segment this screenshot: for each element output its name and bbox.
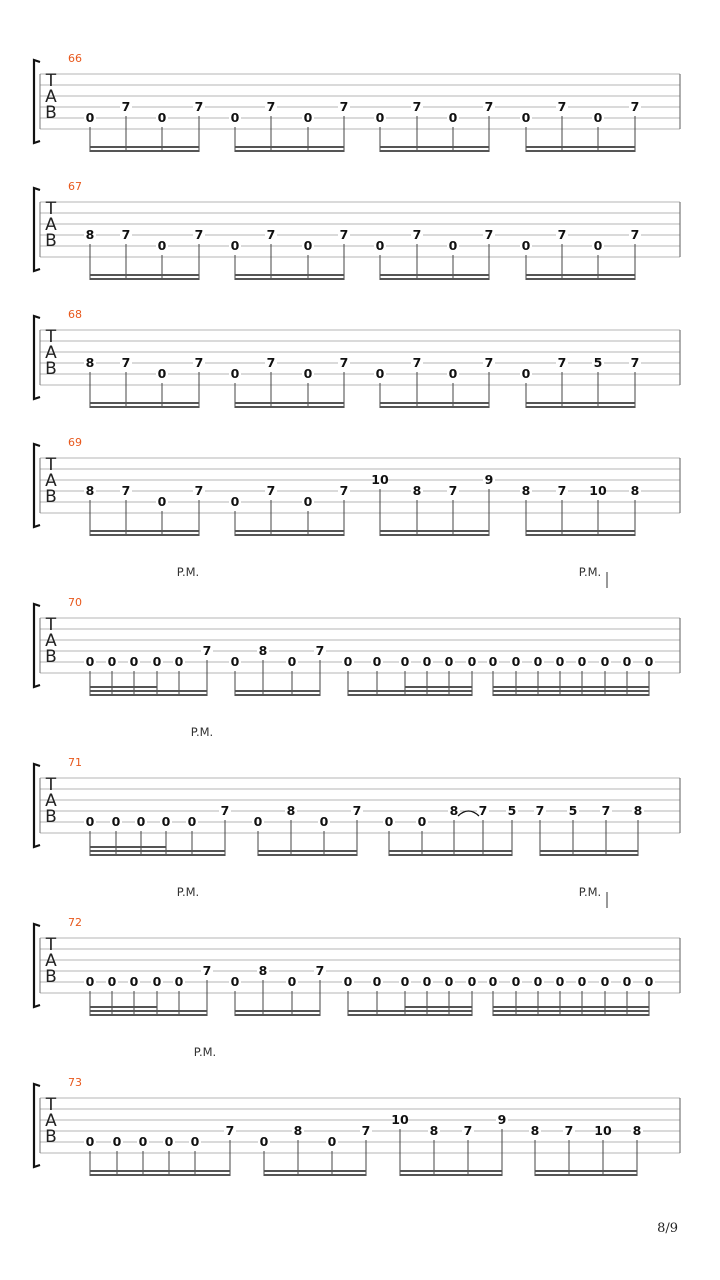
fret-number: 0 bbox=[343, 974, 353, 989]
fret-number: 7 bbox=[361, 1123, 371, 1138]
fret-number: 10 bbox=[371, 472, 389, 487]
tab-clef-letter: B bbox=[45, 1127, 57, 1147]
fret-number: 0 bbox=[488, 654, 498, 669]
slur bbox=[458, 811, 479, 816]
fret-number: 0 bbox=[521, 238, 531, 253]
fret-number: 7 bbox=[484, 227, 494, 242]
fret-number: 7 bbox=[315, 963, 325, 978]
tab-clef-letter: A bbox=[45, 1111, 57, 1131]
fret-number: 7 bbox=[478, 803, 488, 818]
fret-number: 0 bbox=[111, 814, 121, 829]
system-bracket bbox=[34, 764, 40, 847]
fret-number: 0 bbox=[384, 814, 394, 829]
fret-number: 0 bbox=[287, 654, 297, 669]
fret-number: 0 bbox=[400, 654, 410, 669]
tab-clef-letter: B bbox=[45, 807, 57, 827]
fret-number: 0 bbox=[85, 814, 95, 829]
fret-number: 8 bbox=[258, 963, 268, 978]
fret-number: 0 bbox=[622, 654, 632, 669]
fret-number: 7 bbox=[630, 355, 640, 370]
tab-clef-letter: B bbox=[45, 231, 57, 251]
fret-number: 0 bbox=[190, 1134, 200, 1149]
fret-number: 7 bbox=[202, 643, 212, 658]
fret-number: 0 bbox=[417, 814, 427, 829]
palm-mute-label: P.M. bbox=[193, 1045, 217, 1059]
tab-clef-letter: T bbox=[45, 71, 57, 91]
fret-number: 0 bbox=[187, 814, 197, 829]
tab-clef-letter: A bbox=[45, 215, 57, 235]
fret-number: 0 bbox=[157, 110, 167, 125]
system-bracket bbox=[34, 604, 40, 687]
fret-number: 0 bbox=[138, 1134, 148, 1149]
measure-number: 73 bbox=[68, 1076, 82, 1089]
fret-number: 7 bbox=[194, 355, 204, 370]
fret-number: 0 bbox=[85, 1134, 95, 1149]
fret-number: 0 bbox=[372, 654, 382, 669]
fret-number: 0 bbox=[230, 238, 240, 253]
tab-clef-letter: T bbox=[45, 199, 57, 219]
fret-number: 7 bbox=[339, 99, 349, 114]
fret-number: 0 bbox=[375, 238, 385, 253]
fret-number: 0 bbox=[600, 974, 610, 989]
fret-number: 0 bbox=[85, 110, 95, 125]
system-bracket bbox=[34, 444, 40, 527]
fret-number: 0 bbox=[129, 654, 139, 669]
tab-clef-letter: B bbox=[45, 359, 57, 379]
measure-number: 71 bbox=[68, 756, 82, 769]
palm-mute-label: P.M. bbox=[578, 885, 602, 899]
fret-number: 0 bbox=[521, 366, 531, 381]
fret-number: 0 bbox=[375, 110, 385, 125]
fret-number: 0 bbox=[157, 238, 167, 253]
palm-mute-label: P.M. bbox=[176, 565, 200, 579]
fret-number: 0 bbox=[327, 1134, 337, 1149]
fret-number: 5 bbox=[568, 803, 578, 818]
fret-number: 8 bbox=[530, 1123, 540, 1138]
fret-number: 7 bbox=[352, 803, 362, 818]
fret-number: 8 bbox=[293, 1123, 303, 1138]
fret-number: 0 bbox=[467, 654, 477, 669]
measure-number: 69 bbox=[68, 436, 82, 449]
tab-clef-letter: B bbox=[45, 967, 57, 987]
fret-number: 7 bbox=[194, 227, 204, 242]
fret-number: 7 bbox=[412, 355, 422, 370]
fret-number: 0 bbox=[444, 654, 454, 669]
tab-clef-letter: B bbox=[45, 647, 57, 667]
fret-number: 5 bbox=[593, 355, 603, 370]
fret-number: 7 bbox=[412, 227, 422, 242]
fret-number: 7 bbox=[557, 99, 567, 114]
fret-number: 8 bbox=[632, 1123, 642, 1138]
fret-number: 7 bbox=[448, 483, 458, 498]
palm-mute-label: P.M. bbox=[176, 885, 200, 899]
fret-number: 0 bbox=[448, 238, 458, 253]
fret-number: 0 bbox=[259, 1134, 269, 1149]
fret-number: 8 bbox=[85, 483, 95, 498]
fret-number: 0 bbox=[303, 110, 313, 125]
fret-number: 0 bbox=[448, 366, 458, 381]
fret-number: 0 bbox=[287, 974, 297, 989]
fret-number: 7 bbox=[121, 227, 131, 242]
fret-number: 0 bbox=[164, 1134, 174, 1149]
fret-number: 0 bbox=[467, 974, 477, 989]
fret-number: 0 bbox=[511, 974, 521, 989]
fret-number: 0 bbox=[577, 654, 587, 669]
fret-number: 7 bbox=[557, 355, 567, 370]
fret-number: 0 bbox=[107, 654, 117, 669]
tab-clef-letter: T bbox=[45, 775, 57, 795]
fret-number: 0 bbox=[230, 654, 240, 669]
system-bracket bbox=[34, 316, 40, 399]
tab-clef-letter: A bbox=[45, 343, 57, 363]
fret-number: 8 bbox=[286, 803, 296, 818]
fret-number: 0 bbox=[230, 974, 240, 989]
tab-clef-letter: A bbox=[45, 791, 57, 811]
fret-number: 0 bbox=[622, 974, 632, 989]
measure-number: 66 bbox=[68, 52, 82, 65]
fret-number: 10 bbox=[391, 1112, 409, 1127]
fret-number: 8 bbox=[85, 227, 95, 242]
fret-number: 7 bbox=[202, 963, 212, 978]
fret-number: 8 bbox=[449, 803, 459, 818]
fret-number: 0 bbox=[85, 974, 95, 989]
fret-number: 0 bbox=[152, 974, 162, 989]
fret-number: 0 bbox=[375, 366, 385, 381]
fret-number: 7 bbox=[339, 227, 349, 242]
fret-number: 7 bbox=[266, 355, 276, 370]
fret-number: 7 bbox=[315, 643, 325, 658]
fret-number: 0 bbox=[230, 366, 240, 381]
fret-number: 0 bbox=[372, 974, 382, 989]
tab-clef-letter: T bbox=[45, 1095, 57, 1115]
system-bracket bbox=[34, 60, 40, 143]
fret-number: 10 bbox=[594, 1123, 612, 1138]
fret-number: 0 bbox=[319, 814, 329, 829]
fret-number: 8 bbox=[630, 483, 640, 498]
fret-number: 0 bbox=[533, 974, 543, 989]
tab-clef-letter: T bbox=[45, 935, 57, 955]
fret-number: 8 bbox=[412, 483, 422, 498]
fret-number: 8 bbox=[429, 1123, 439, 1138]
fret-number: 0 bbox=[112, 1134, 122, 1149]
fret-number: 8 bbox=[85, 355, 95, 370]
tab-clef-letter: A bbox=[45, 951, 57, 971]
measure-number: 68 bbox=[68, 308, 82, 321]
fret-number: 0 bbox=[157, 494, 167, 509]
measure-number: 72 bbox=[68, 916, 82, 929]
measure-number: 67 bbox=[68, 180, 82, 193]
fret-number: 8 bbox=[633, 803, 643, 818]
fret-number: 7 bbox=[266, 227, 276, 242]
fret-number: 0 bbox=[600, 654, 610, 669]
tab-clef-letter: A bbox=[45, 87, 57, 107]
fret-number: 7 bbox=[121, 355, 131, 370]
fret-number: 9 bbox=[497, 1112, 507, 1127]
fret-number: 8 bbox=[521, 483, 531, 498]
fret-number: 0 bbox=[593, 238, 603, 253]
palm-mute-label: P.M. bbox=[190, 725, 214, 739]
fret-number: 7 bbox=[194, 483, 204, 498]
fret-number: 0 bbox=[152, 654, 162, 669]
fret-number: 0 bbox=[174, 654, 184, 669]
fret-number: 7 bbox=[339, 483, 349, 498]
fret-number: 7 bbox=[225, 1123, 235, 1138]
fret-number: 7 bbox=[121, 483, 131, 498]
fret-number: 0 bbox=[644, 654, 654, 669]
fret-number: 7 bbox=[194, 99, 204, 114]
fret-number: 0 bbox=[593, 110, 603, 125]
fret-number: 0 bbox=[577, 974, 587, 989]
fret-number: 7 bbox=[339, 355, 349, 370]
tab-clef-letter: B bbox=[45, 487, 57, 507]
fret-number: 0 bbox=[343, 654, 353, 669]
fret-number: 7 bbox=[266, 99, 276, 114]
fret-number: 9 bbox=[484, 472, 494, 487]
fret-number: 0 bbox=[136, 814, 146, 829]
fret-number: 0 bbox=[107, 974, 117, 989]
fret-number: 7 bbox=[601, 803, 611, 818]
page-number: 8/9 bbox=[657, 1221, 678, 1236]
fret-number: 0 bbox=[253, 814, 263, 829]
fret-number: 8 bbox=[258, 643, 268, 658]
fret-number: 0 bbox=[230, 110, 240, 125]
fret-number: 0 bbox=[230, 494, 240, 509]
fret-number: 7 bbox=[535, 803, 545, 818]
fret-number: 0 bbox=[85, 654, 95, 669]
fret-number: 0 bbox=[161, 814, 171, 829]
measure-number: 70 bbox=[68, 596, 82, 609]
fret-number: 7 bbox=[484, 99, 494, 114]
fret-number: 0 bbox=[422, 974, 432, 989]
tab-clef-letter: A bbox=[45, 631, 57, 651]
fret-number: 0 bbox=[303, 494, 313, 509]
system-bracket bbox=[34, 1084, 40, 1167]
fret-number: 0 bbox=[174, 974, 184, 989]
system-bracket bbox=[34, 924, 40, 1007]
fret-number: 7 bbox=[630, 227, 640, 242]
tab-clef-letter: B bbox=[45, 103, 57, 123]
fret-number: 0 bbox=[157, 366, 167, 381]
tab-clef-letter: T bbox=[45, 327, 57, 347]
fret-number: 7 bbox=[266, 483, 276, 498]
fret-number: 0 bbox=[400, 974, 410, 989]
fret-number: 0 bbox=[448, 110, 458, 125]
system-bracket bbox=[34, 188, 40, 271]
fret-number: 7 bbox=[220, 803, 230, 818]
tab-clef-letter: A bbox=[45, 471, 57, 491]
fret-number: 0 bbox=[533, 654, 543, 669]
tab-clef-letter: T bbox=[45, 455, 57, 475]
fret-number: 0 bbox=[444, 974, 454, 989]
fret-number: 0 bbox=[555, 974, 565, 989]
fret-number: 7 bbox=[412, 99, 422, 114]
fret-number: 0 bbox=[303, 238, 313, 253]
fret-number: 7 bbox=[121, 99, 131, 114]
fret-number: 0 bbox=[644, 974, 654, 989]
fret-number: 7 bbox=[564, 1123, 574, 1138]
fret-number: 7 bbox=[484, 355, 494, 370]
fret-number: 7 bbox=[463, 1123, 473, 1138]
fret-number: 7 bbox=[557, 227, 567, 242]
fret-number: 0 bbox=[555, 654, 565, 669]
fret-number: 7 bbox=[557, 483, 567, 498]
fret-number: 5 bbox=[507, 803, 517, 818]
fret-number: 0 bbox=[422, 654, 432, 669]
fret-number: 0 bbox=[511, 654, 521, 669]
fret-number: 10 bbox=[589, 483, 607, 498]
palm-mute-label: P.M. bbox=[578, 565, 602, 579]
tab-clef-letter: T bbox=[45, 615, 57, 635]
fret-number: 0 bbox=[303, 366, 313, 381]
fret-number: 0 bbox=[521, 110, 531, 125]
fret-number: 7 bbox=[630, 99, 640, 114]
fret-number: 0 bbox=[488, 974, 498, 989]
fret-number: 0 bbox=[129, 974, 139, 989]
